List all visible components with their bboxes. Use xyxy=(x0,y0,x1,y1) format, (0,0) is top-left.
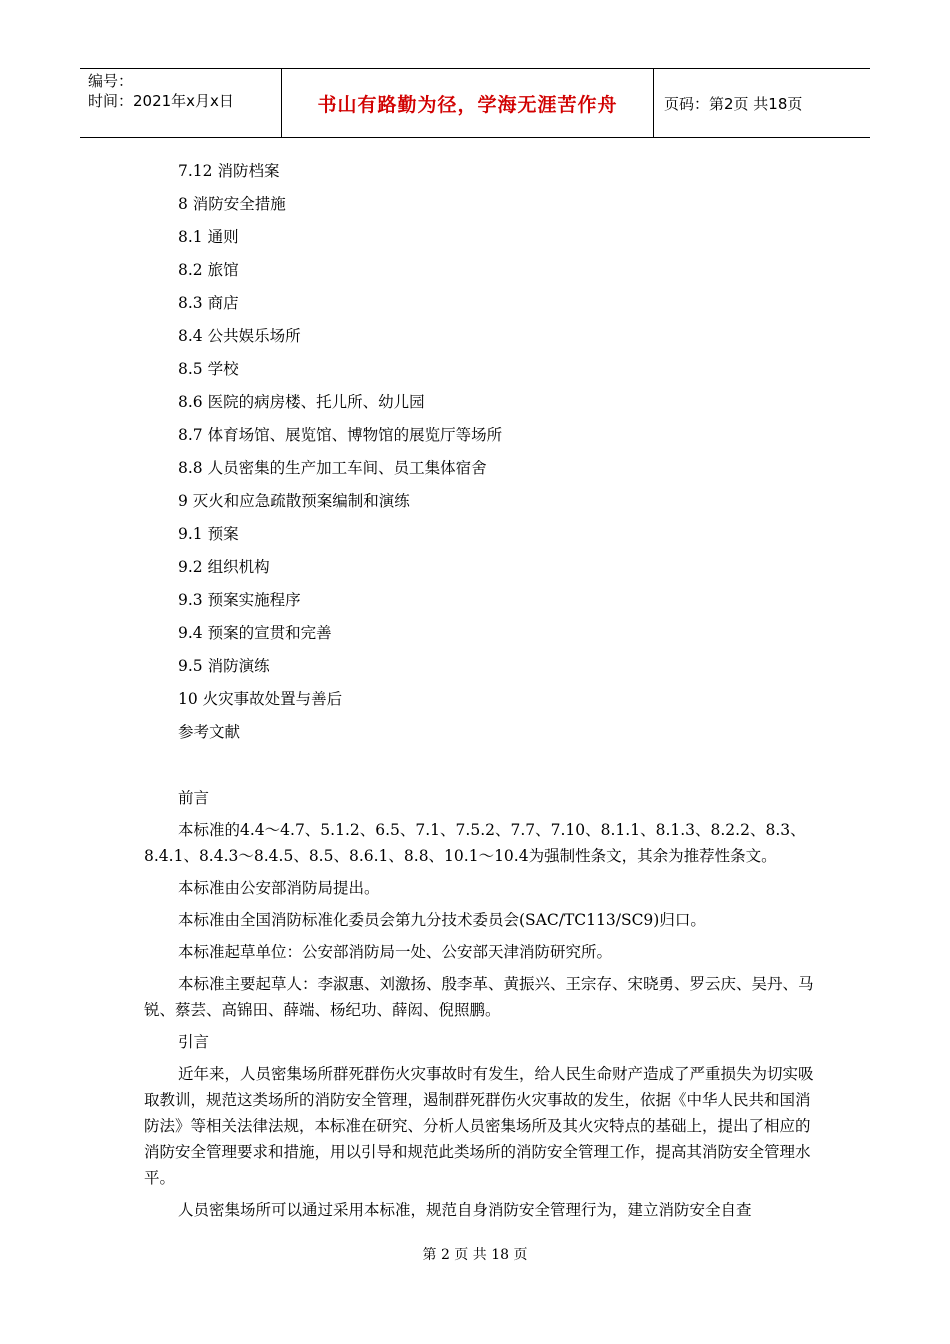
toc-item: 8.8 人员密集的生产加工车间、员工集体宿舍 xyxy=(178,459,487,477)
header-meta xyxy=(80,69,282,137)
toc-item: 10 火灾事故处置与善后 xyxy=(178,690,343,708)
toc-item: 8.2 旅馆 xyxy=(178,261,239,279)
introduction-paragraph: 近年来，人员密集场所群死群伤火灾事故时有发生，给人民生命财产造成了严重损失为切实吸取教训，规范这类场所的消防安全管理，遏制群死群伤火灾事故的发生，依据《中华人民共和国消防法》等相关法律法规，本标准在研究、分析人员密集场所及其火灾特点的基础上，提出了相应的消防安全管理要求和措施，用以引导和规范此类场所的消防安全管理工作，提高其消防安全管理水平。 xyxy=(144,1065,814,1187)
foreword-paragraph: 本标准的4.4～4.7、5.1.2、6.5、7.1、7.5.2、7.7、7.10、8.1.1、8.1.3、8.2.2、8.3、8.4.1、8.4.3～8.4.5、8.5、8.6.1、8.8、10.1～10.4为强制性条文，其余为推荐性条文。 xyxy=(144,821,806,865)
document-body xyxy=(144,785,820,1223)
toc-item: 9.1 预案 xyxy=(178,525,239,543)
header-page-info: 页码：第2页 共18页 xyxy=(664,94,803,113)
header-motto: 书山有路勤为径，学海无涯苦作舟 xyxy=(282,69,654,137)
page-footer: 第 2 页 共 18 页 xyxy=(422,1247,528,1263)
toc-item: 7.12 消防档案 xyxy=(178,162,280,180)
foreword-paragraph: 本标准起草单位：公安部消防局一处、公安部天津消防研究所。 xyxy=(178,943,613,961)
foreword-paragraph: 本标准由公安部消防局提出。 xyxy=(178,879,380,897)
page-header xyxy=(80,68,870,138)
table-of-contents xyxy=(178,158,828,752)
document-time-label: 时间：2021年x月x日 xyxy=(88,92,234,110)
toc-item: 8.4 公共娱乐场所 xyxy=(178,327,301,345)
toc-item: 9.5 消防演练 xyxy=(178,657,270,675)
toc-item: 8.6 医院的病房楼、托儿所、幼儿园 xyxy=(178,393,425,411)
toc-item: 9 灭火和应急疏散预案编制和演练 xyxy=(178,492,410,510)
toc-item: 8.5 学校 xyxy=(178,360,239,378)
toc-item: 8 消防安全措施 xyxy=(178,195,286,213)
introduction-paragraph: 人员密集场所可以通过采用本标准，规范自身消防安全管理行为，建立消防安全自查 xyxy=(178,1201,752,1219)
toc-item: 8.7 体育场馆、展览馆、博物馆的展览厅等场所 xyxy=(178,426,503,444)
toc-item: 9.4 预案的宣贯和完善 xyxy=(178,624,332,642)
toc-item: 8.3 商店 xyxy=(178,294,239,312)
foreword-title: 前言 xyxy=(178,789,210,807)
toc-item: 9.2 组织机构 xyxy=(178,558,270,576)
toc-item: 9.3 预案实施程序 xyxy=(178,591,301,609)
foreword-paragraph: 本标准主要起草人：李淑惠、刘激扬、殷李革、黄振兴、王宗存、宋晓勇、罗云庆、吴丹、马锐、蔡芸、高锦田、薛端、杨纪功、薛闳、倪照鹏。 xyxy=(144,975,814,1019)
document-number-label: 编号： xyxy=(88,72,134,90)
introduction-title: 引言 xyxy=(178,1033,210,1051)
toc-item: 8.1 通则 xyxy=(178,228,239,246)
foreword-paragraph: 本标准由全国消防标准化委员会第九分技术委员会(SAC/TC113/SC9)归口。 xyxy=(178,911,706,929)
toc-item: 参考文献 xyxy=(178,723,241,741)
